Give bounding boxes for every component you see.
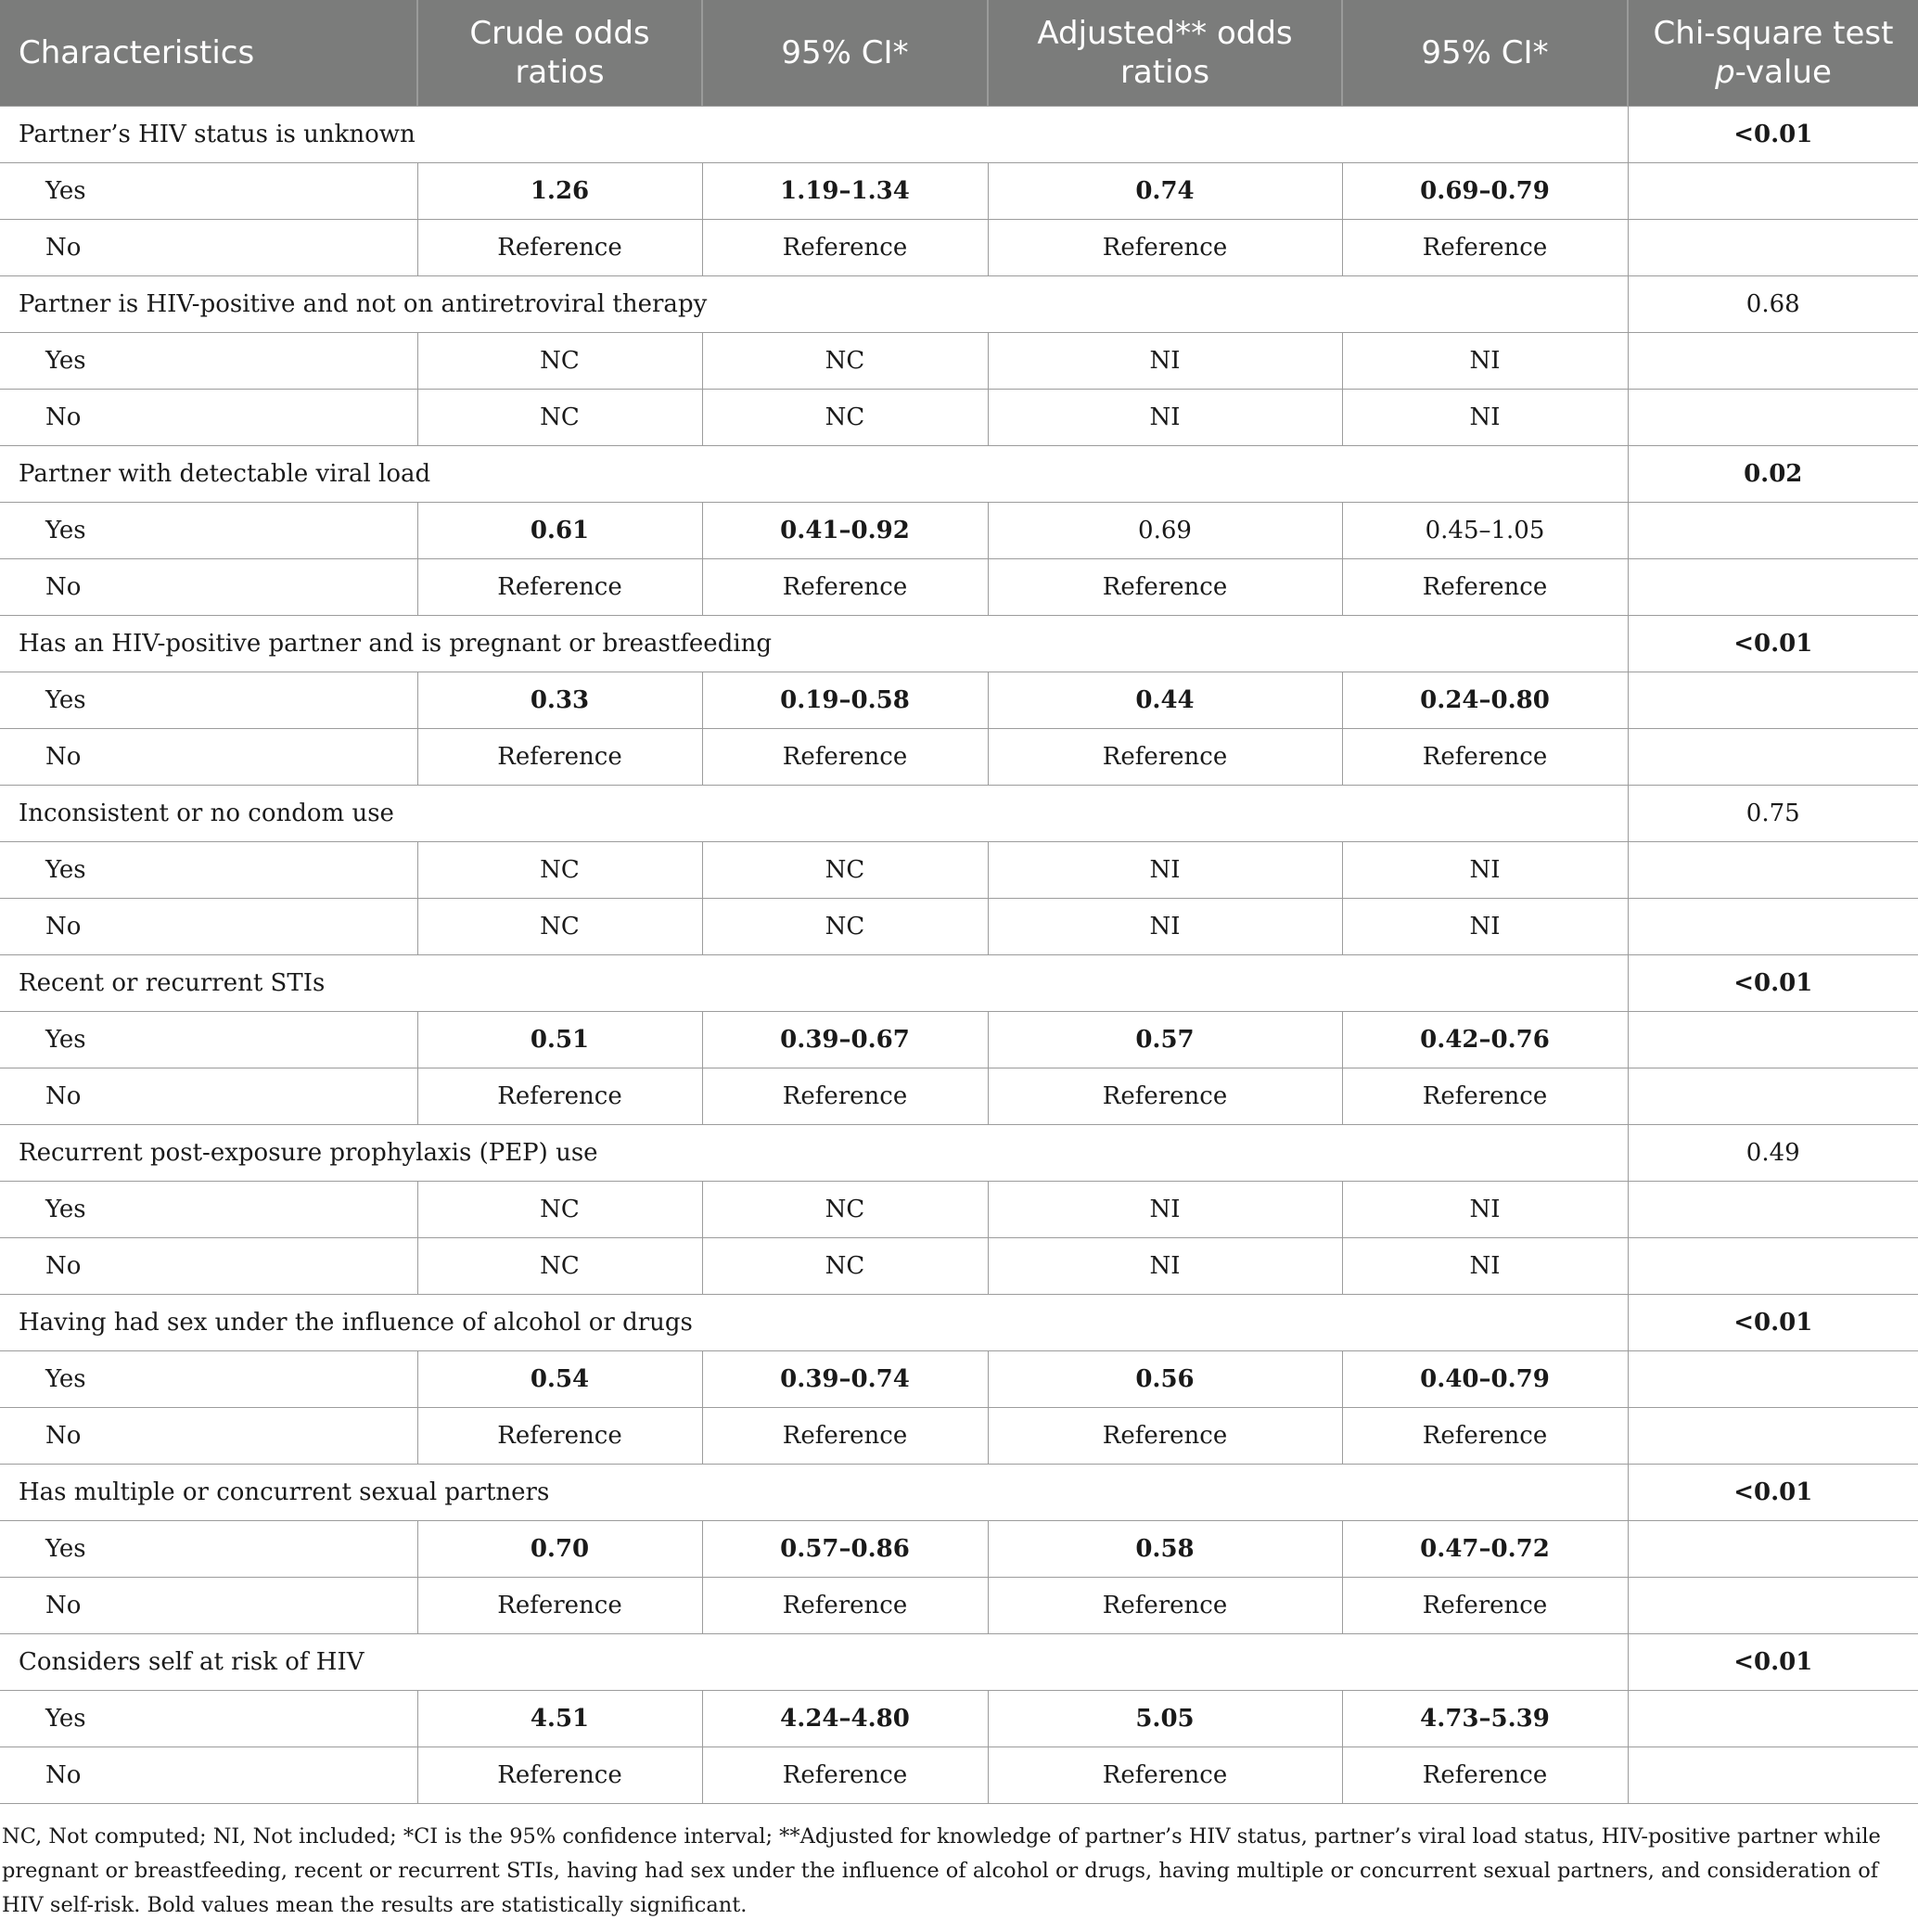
adjusted-odds-ratio-cell: 0.74 bbox=[988, 162, 1342, 219]
crude-odds-ratio-cell: 0.33 bbox=[417, 672, 702, 728]
table-row bbox=[0, 1237, 1918, 1294]
adjusted-ci-cell: Reference bbox=[1342, 1068, 1628, 1124]
row-label: Yes bbox=[0, 1520, 417, 1577]
adjusted-odds-ratio-cell: Reference bbox=[988, 1577, 1342, 1633]
crude-odds-ratio-cell: NC bbox=[417, 898, 702, 954]
adjusted-ci-cell: NI bbox=[1342, 389, 1628, 445]
row-label: Yes bbox=[0, 502, 417, 558]
table-row bbox=[0, 1577, 1918, 1633]
table-row bbox=[0, 1068, 1918, 1124]
empty-p-cell bbox=[1628, 162, 1918, 219]
row-label: Yes bbox=[0, 1181, 417, 1237]
group-row bbox=[0, 445, 1918, 502]
adjusted-odds-ratio-cell: 0.58 bbox=[988, 1520, 1342, 1577]
adjusted-ci-cell: 0.42–0.76 bbox=[1342, 1011, 1628, 1068]
chi-square-p-value: <0.01 bbox=[1628, 106, 1918, 162]
group-label: Partner is HIV-positive and not on antiretroviral therapy bbox=[0, 275, 1628, 332]
adjusted-odds-ratio-cell: NI bbox=[988, 332, 1342, 389]
crude-ci-cell: 0.39–0.74 bbox=[702, 1350, 988, 1407]
adjusted-odds-ratio-cell: NI bbox=[988, 841, 1342, 898]
empty-p-cell bbox=[1628, 1746, 1918, 1803]
crude-odds-ratio-cell: NC bbox=[417, 1237, 702, 1294]
row-label: Yes bbox=[0, 672, 417, 728]
adjusted-ci-cell: Reference bbox=[1342, 1407, 1628, 1464]
adjusted-odds-ratio-cell: 0.56 bbox=[988, 1350, 1342, 1407]
crude-odds-ratio-cell: 0.61 bbox=[417, 502, 702, 558]
adjusted-ci-cell: 0.69–0.79 bbox=[1342, 162, 1628, 219]
crude-ci-cell: 0.19–0.58 bbox=[702, 672, 988, 728]
adjusted-ci-cell: Reference bbox=[1342, 219, 1628, 275]
empty-p-cell bbox=[1628, 219, 1918, 275]
crude-odds-ratio-cell: Reference bbox=[417, 1068, 702, 1124]
row-label: No bbox=[0, 1577, 417, 1633]
group-row bbox=[0, 1294, 1918, 1350]
crude-ci-cell: Reference bbox=[702, 558, 988, 615]
empty-p-cell bbox=[1628, 1068, 1918, 1124]
adjusted-odds-ratio-cell: NI bbox=[988, 898, 1342, 954]
table-row bbox=[0, 1690, 1918, 1746]
adjusted-odds-ratio-cell: Reference bbox=[988, 558, 1342, 615]
crude-ci-cell: NC bbox=[702, 1181, 988, 1237]
table-row bbox=[0, 898, 1918, 954]
header-characteristics: Characteristics bbox=[0, 0, 417, 106]
crude-ci-cell: Reference bbox=[702, 1407, 988, 1464]
group-row bbox=[0, 954, 1918, 1011]
crude-odds-ratio-cell: 0.51 bbox=[417, 1011, 702, 1068]
group-row bbox=[0, 275, 1918, 332]
chi-square-p-value: <0.01 bbox=[1628, 1294, 1918, 1350]
row-label: Yes bbox=[0, 1690, 417, 1746]
group-row bbox=[0, 106, 1918, 162]
crude-ci-cell: NC bbox=[702, 841, 988, 898]
crude-odds-ratio-cell: Reference bbox=[417, 728, 702, 785]
crude-odds-ratio-cell: Reference bbox=[417, 558, 702, 615]
table-row bbox=[0, 1350, 1918, 1407]
empty-p-cell bbox=[1628, 1237, 1918, 1294]
adjusted-odds-ratio-cell: NI bbox=[988, 1237, 1342, 1294]
table-row bbox=[0, 841, 1918, 898]
adjusted-ci-cell: Reference bbox=[1342, 728, 1628, 785]
adjusted-odds-ratio-cell: 0.44 bbox=[988, 672, 1342, 728]
group-label: Partner’s HIV status is unknown bbox=[0, 106, 1628, 162]
adjusted-odds-ratio-cell: NI bbox=[988, 389, 1342, 445]
adjusted-ci-cell: NI bbox=[1342, 332, 1628, 389]
group-row bbox=[0, 615, 1918, 672]
group-row bbox=[0, 1124, 1918, 1181]
empty-p-cell bbox=[1628, 898, 1918, 954]
empty-p-cell bbox=[1628, 1181, 1918, 1237]
chi-square-p-value: <0.01 bbox=[1628, 954, 1918, 1011]
group-row bbox=[0, 1464, 1918, 1520]
crude-ci-cell: 0.41–0.92 bbox=[702, 502, 988, 558]
crude-ci-cell: Reference bbox=[702, 1746, 988, 1803]
table-header bbox=[0, 0, 1918, 106]
adjusted-ci-cell: 4.73–5.39 bbox=[1342, 1690, 1628, 1746]
empty-p-cell bbox=[1628, 841, 1918, 898]
table-body bbox=[0, 106, 1918, 1803]
group-label: Has an HIV-positive partner and is pregnant or breastfeeding bbox=[0, 615, 1628, 672]
adjusted-odds-ratio-cell: Reference bbox=[988, 1407, 1342, 1464]
adjusted-odds-ratio-cell: Reference bbox=[988, 1068, 1342, 1124]
crude-odds-ratio-cell: NC bbox=[417, 389, 702, 445]
chi-square-p-value: <0.01 bbox=[1628, 1633, 1918, 1690]
chi-square-p-value: 0.68 bbox=[1628, 275, 1918, 332]
adjusted-ci-cell: 0.45–1.05 bbox=[1342, 502, 1628, 558]
table-row bbox=[0, 1181, 1918, 1237]
adjusted-odds-ratio-cell: 0.69 bbox=[988, 502, 1342, 558]
adjusted-odds-ratio-cell: 0.57 bbox=[988, 1011, 1342, 1068]
header-crude-odds-ratios: Crude odds ratios bbox=[417, 0, 702, 106]
crude-odds-ratio-cell: 0.70 bbox=[417, 1520, 702, 1577]
adjusted-ci-cell: Reference bbox=[1342, 558, 1628, 615]
table-row bbox=[0, 162, 1918, 219]
crude-ci-cell: NC bbox=[702, 332, 988, 389]
table-row bbox=[0, 332, 1918, 389]
group-label: Has multiple or concurrent sexual partners bbox=[0, 1464, 1628, 1520]
crude-ci-cell: 0.39–0.67 bbox=[702, 1011, 988, 1068]
adjusted-odds-ratio-cell: Reference bbox=[988, 219, 1342, 275]
empty-p-cell bbox=[1628, 1690, 1918, 1746]
row-label: Yes bbox=[0, 162, 417, 219]
adjusted-ci-cell: NI bbox=[1342, 841, 1628, 898]
adjusted-ci-cell: NI bbox=[1342, 898, 1628, 954]
crude-ci-cell: 0.57–0.86 bbox=[702, 1520, 988, 1577]
table-row bbox=[0, 219, 1918, 275]
crude-ci-cell: NC bbox=[702, 1237, 988, 1294]
header-adjusted-ci: 95% CI* bbox=[1342, 0, 1628, 106]
crude-odds-ratio-cell: 4.51 bbox=[417, 1690, 702, 1746]
row-label: No bbox=[0, 728, 417, 785]
row-label: No bbox=[0, 389, 417, 445]
crude-ci-cell: Reference bbox=[702, 728, 988, 785]
row-label: No bbox=[0, 1237, 417, 1294]
group-row bbox=[0, 785, 1918, 841]
crude-odds-ratio-cell: NC bbox=[417, 332, 702, 389]
row-label: Yes bbox=[0, 332, 417, 389]
group-label: Recurrent post-exposure prophylaxis (PEP) use bbox=[0, 1124, 1628, 1181]
adjusted-ci-cell: 0.24–0.80 bbox=[1342, 672, 1628, 728]
group-label: Having had sex under the influence of alcohol or drugs bbox=[0, 1294, 1628, 1350]
row-label: No bbox=[0, 219, 417, 275]
crude-odds-ratio-cell: Reference bbox=[417, 1746, 702, 1803]
crude-ci-cell: Reference bbox=[702, 219, 988, 275]
adjusted-odds-ratio-cell: Reference bbox=[988, 728, 1342, 785]
empty-p-cell bbox=[1628, 1407, 1918, 1464]
adjusted-ci-cell: NI bbox=[1342, 1237, 1628, 1294]
row-label: Yes bbox=[0, 1011, 417, 1068]
chi-square-p-value: 0.75 bbox=[1628, 785, 1918, 841]
group-label: Partner with detectable viral load bbox=[0, 445, 1628, 502]
group-label: Considers self at risk of HIV bbox=[0, 1633, 1628, 1690]
empty-p-cell bbox=[1628, 389, 1918, 445]
chi-square-p-value: 0.49 bbox=[1628, 1124, 1918, 1181]
crude-ci-cell: Reference bbox=[702, 1068, 988, 1124]
header-chi-square-p-value: Chi-square test p-value bbox=[1628, 0, 1918, 106]
header-row bbox=[0, 0, 1918, 106]
table-row bbox=[0, 728, 1918, 785]
empty-p-cell bbox=[1628, 502, 1918, 558]
adjusted-ci-cell: 0.40–0.79 bbox=[1342, 1350, 1628, 1407]
crude-odds-ratio-cell: Reference bbox=[417, 1577, 702, 1633]
table-row bbox=[0, 389, 1918, 445]
empty-p-cell bbox=[1628, 1577, 1918, 1633]
table-row bbox=[0, 502, 1918, 558]
empty-p-cell bbox=[1628, 672, 1918, 728]
empty-p-cell bbox=[1628, 1350, 1918, 1407]
adjusted-ci-cell: NI bbox=[1342, 1181, 1628, 1237]
row-label: No bbox=[0, 898, 417, 954]
crude-odds-ratio-cell: NC bbox=[417, 1181, 702, 1237]
row-label: No bbox=[0, 1068, 417, 1124]
header-adjusted-odds-ratios: Adjusted** odds ratios bbox=[988, 0, 1342, 106]
crude-ci-cell: 4.24–4.80 bbox=[702, 1690, 988, 1746]
row-label: Yes bbox=[0, 1350, 417, 1407]
adjusted-ci-cell: 0.47–0.72 bbox=[1342, 1520, 1628, 1577]
empty-p-cell bbox=[1628, 1520, 1918, 1577]
empty-p-cell bbox=[1628, 332, 1918, 389]
chi-square-p-value: <0.01 bbox=[1628, 1464, 1918, 1520]
chi-square-p-value: <0.01 bbox=[1628, 615, 1918, 672]
row-label: No bbox=[0, 558, 417, 615]
adjusted-ci-cell: Reference bbox=[1342, 1577, 1628, 1633]
crude-odds-ratio-cell: 1.26 bbox=[417, 162, 702, 219]
crude-ci-cell: NC bbox=[702, 389, 988, 445]
table-row bbox=[0, 1520, 1918, 1577]
crude-odds-ratio-cell: Reference bbox=[417, 1407, 702, 1464]
group-row bbox=[0, 1633, 1918, 1690]
table-row bbox=[0, 1011, 1918, 1068]
row-label: Yes bbox=[0, 841, 417, 898]
group-label: Recent or recurrent STIs bbox=[0, 954, 1628, 1011]
adjusted-ci-cell: Reference bbox=[1342, 1746, 1628, 1803]
empty-p-cell bbox=[1628, 1011, 1918, 1068]
table-row bbox=[0, 1746, 1918, 1803]
row-label: No bbox=[0, 1407, 417, 1464]
empty-p-cell bbox=[1628, 728, 1918, 785]
crude-ci-cell: 1.19–1.34 bbox=[702, 162, 988, 219]
row-label: No bbox=[0, 1746, 417, 1803]
table-row bbox=[0, 672, 1918, 728]
crude-ci-cell: NC bbox=[702, 898, 988, 954]
header-crude-ci: 95% CI* bbox=[702, 0, 988, 106]
adjusted-odds-ratio-cell: NI bbox=[988, 1181, 1342, 1237]
table-row bbox=[0, 558, 1918, 615]
crude-odds-ratio-cell: Reference bbox=[417, 219, 702, 275]
crude-odds-ratio-cell: NC bbox=[417, 841, 702, 898]
adjusted-odds-ratio-cell: 5.05 bbox=[988, 1690, 1342, 1746]
table-footnote: NC, Not computed; NI, Not included; *CI is the 95% confidence interval; **Adjusted for knowledge of partner’s HIV status, partner’s viral load status, HIV-positive partner while pregnant or breastfeeding, recent or recurrent STIs, having had sex under the influence of alcohol or drugs, having multiple or concurrent sexual partners, and consideration of HIV self-risk. Bold values mean the results are statistically significant. bbox=[2, 1824, 1881, 1917]
adjusted-odds-ratio-cell: Reference bbox=[988, 1746, 1342, 1803]
empty-p-cell bbox=[1628, 558, 1918, 615]
group-label: Inconsistent or no condom use bbox=[0, 785, 1628, 841]
crude-ci-cell: Reference bbox=[702, 1577, 988, 1633]
chi-square-p-value: 0.02 bbox=[1628, 445, 1918, 502]
table-row bbox=[0, 1407, 1918, 1464]
crude-odds-ratio-cell: 0.54 bbox=[417, 1350, 702, 1407]
